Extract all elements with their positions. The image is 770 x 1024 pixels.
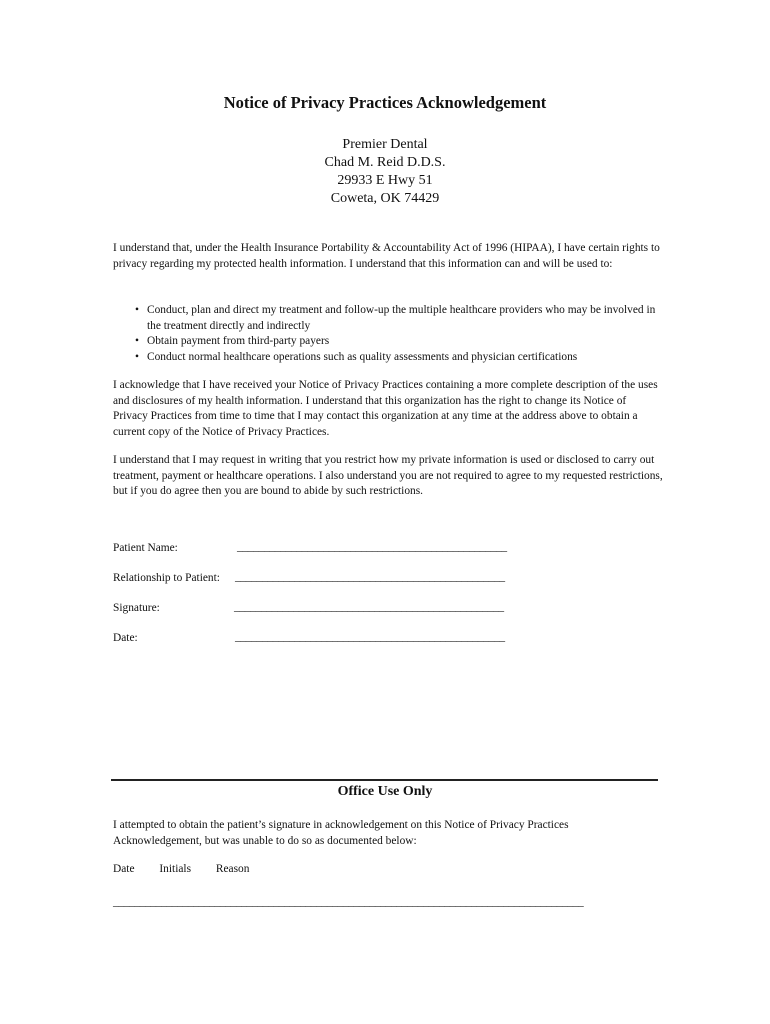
signature-label: Signature: [113,602,160,614]
bullet-icon: • [135,304,139,316]
office-use-entry-line[interactable]: ________________________________________________________________________________________ [113,896,584,908]
list-item [135,334,665,350]
relationship-field[interactable]: __________________________________________________ [235,571,505,583]
restriction-paragraph: I understand that I may request in writing that you restrict how my private information is used or disclosed to carry out treatment, payment or healthcare operations. I also understand you are not required to agree to my requested restrictions, but if you do agree then you are bound to abide by such restrictions. [113,454,663,497]
street-address: 29933 E Hwy 51 [337,173,433,188]
list-item-text: Obtain payment from third-party payers [147,335,330,347]
patient-name-label: Patient Name: [113,542,178,554]
date-label: Date: [113,632,138,644]
signature-field[interactable]: __________________________________________________ [234,601,504,613]
column-initials: Initials [159,863,192,875]
document-title: Notice of Privacy Practices Acknowledgement [223,93,547,112]
patient-name-field[interactable]: __________________________________________________ [237,541,507,553]
bullet-icon: • [135,350,139,363]
city-state-zip: Coweta, OK 74429 [330,191,440,206]
date-field[interactable]: __________________________________________________ [235,631,505,643]
office-use-title: Office Use Only [337,784,433,799]
section-divider [111,779,658,781]
office-use-columns [113,863,271,875]
practice-address-block [0,136,770,208]
column-reason: Reason [215,863,250,875]
practice-name: Premier Dental [342,137,428,152]
bullet-icon: • [135,335,139,347]
list-item [135,350,665,366]
usage-list [135,303,665,365]
relationship-label: Relationship to Patient: [113,572,220,584]
intro-paragraph: I understand that, under the Health Insurance Portability & Accountability Act of 1996 (HIPAA), I have certain rights to privacy regarding my protected health information. I understand that this information can and will be used to: [113,242,660,270]
list-item-text: Conduct, plan and direct my treatment and follow-up the multiple healthcare providers who may be involved in the treatment directly and indirectly [147,304,656,332]
acknowledgement-paragraph: I acknowledge that I have received your Notice of Privacy Practices containing a more complete description of the uses and disclosures of my health information. I understand that this organization has the right to change its Notice of Privacy Practices from time to time that I may contact this organization at any time at the address above to obtain a current copy of the Notice of Privacy Practices. [113,379,658,438]
office-use-paragraph: I attempted to obtain the patient’s signature in acknowledgement on this Notice of Privacy Practices Acknowledgement, but was unable to do so as documented below: [113,819,569,847]
column-date: Date [113,863,135,875]
list-item-text: Conduct normal healthcare operations such as quality assessments and physician certifications [147,350,578,363]
list-item [135,303,665,334]
doctor-name: Chad M. Reid D.D.S. [324,155,446,170]
